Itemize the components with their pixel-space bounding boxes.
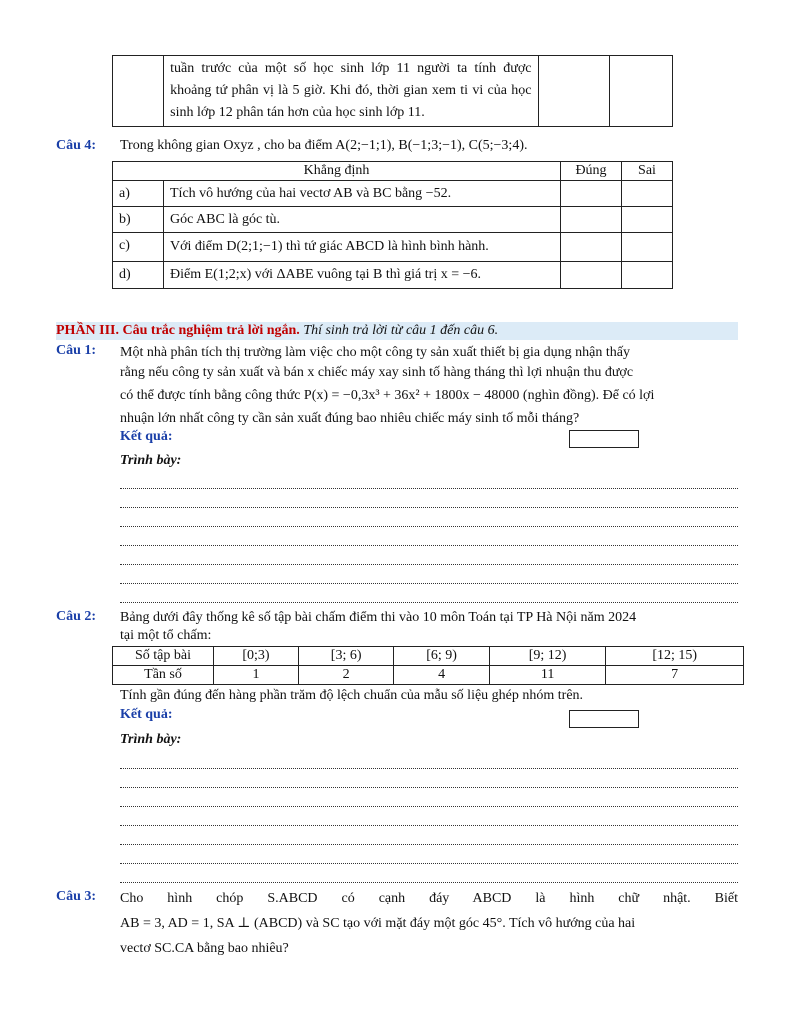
answer-line bbox=[120, 807, 738, 826]
q2-line: tại một tổ chấm: bbox=[120, 628, 212, 643]
top-table-text: tuần trước của một số học sinh lớp 11 người ta tính được khoảng tứ phân vị là 5 giờ. Khi đó, thời gian xem ti vi của học sinh lớp 12 phân tán hơn của học sinh lớp 11. bbox=[164, 56, 538, 127]
q3-line: vectơ SC.CA bằng bao nhiêu? bbox=[120, 941, 289, 956]
q4-row-true-cell[interactable] bbox=[561, 233, 622, 262]
q4-row bbox=[113, 233, 673, 262]
q4-row-text: Góc ABC là góc tù. bbox=[164, 207, 561, 233]
q4-row-text: Tích vô hướng của hai vectơ AB và BC bằng −52. bbox=[164, 181, 561, 207]
answer-line bbox=[120, 826, 738, 845]
q4-row-key: a) bbox=[113, 181, 164, 207]
q2-freq-cell: 7 bbox=[606, 666, 744, 685]
q4-header-true: Đúng bbox=[561, 162, 622, 181]
part3-title: PHẦN III. Câu trắc nghiệm trả lời ngắn. bbox=[56, 323, 300, 338]
q4-row-key: d) bbox=[113, 262, 164, 289]
answer-line bbox=[120, 584, 738, 603]
answer-line bbox=[120, 470, 738, 489]
answer-line bbox=[120, 508, 738, 527]
q2-freq-cell: 1 bbox=[214, 666, 299, 685]
answer-line bbox=[120, 845, 738, 864]
q1-label: Câu 1: bbox=[56, 343, 97, 358]
q1-line: Một nhà phân tích thị trường làm việc cho một công ty sản xuất thiết bị gia dụng nhận thấy bbox=[120, 345, 630, 360]
q2-header-cell: [9; 12) bbox=[489, 647, 606, 666]
q2-header-cell: [0;3) bbox=[214, 647, 299, 666]
q4-row-true-cell[interactable] bbox=[561, 181, 622, 207]
q2-work-area[interactable] bbox=[120, 750, 738, 883]
q3-line: Cho hình chóp S.ABCD có cạnh đáy ABCD là hình chữ nhật. Biết bbox=[120, 891, 738, 906]
q3-line: AB = 3, AD = 1, SA ⊥ (ABCD) và SC tạo với mặt đáy một góc 45°. Tích vô hướng của hai bbox=[120, 916, 636, 931]
q4-header-statement: Khẳng định bbox=[113, 162, 561, 181]
q4-row-true-cell[interactable] bbox=[561, 262, 622, 289]
q4-header-false: Sai bbox=[622, 162, 673, 181]
q1-line: có thể được tính bằng công thức P(x) = −0,3x³ + 36x² + 1800x − 48000 (nghìn đồng). Để có lợi bbox=[120, 388, 655, 403]
q2-result-label: Kết quả: bbox=[120, 707, 173, 722]
q4-row-key: b) bbox=[113, 207, 164, 233]
q3-body bbox=[120, 886, 738, 961]
q4-row-text: Điểm E(1;2;x) với ΔABE vuông tại B thì giá trị x = −6. bbox=[164, 262, 561, 289]
part3-subtitle: Thí sinh trả lời từ câu 1 đến câu 6. bbox=[303, 323, 499, 338]
q4-row-key: c) bbox=[113, 233, 164, 262]
q3-label: Câu 3: bbox=[56, 889, 97, 904]
top-table bbox=[112, 55, 673, 127]
answer-line bbox=[120, 864, 738, 883]
q2-body bbox=[120, 609, 738, 645]
q2-line: Bảng dưới đây thống kê số tập bài chấm điểm thi vào 10 môn Toán tại TP Hà Nội năm 2024 bbox=[120, 610, 637, 625]
part3-banner bbox=[56, 322, 738, 340]
q2-task: Tính gần đúng đến hàng phần trăm độ lệch chuẩn của mẫu số liệu ghép nhóm trên. bbox=[120, 688, 584, 703]
answer-line bbox=[120, 788, 738, 807]
q2-freq-cell: 11 bbox=[489, 666, 606, 685]
q2-frequency-row bbox=[113, 666, 744, 685]
q4-row bbox=[113, 262, 673, 289]
q1-work-area[interactable] bbox=[120, 470, 738, 603]
q1-answer-box[interactable] bbox=[569, 430, 639, 448]
q4-row bbox=[113, 207, 673, 233]
q2-header-cell: [12; 15) bbox=[606, 647, 744, 666]
q4-row-false-cell[interactable] bbox=[622, 207, 673, 233]
q4-row-true-cell[interactable] bbox=[561, 207, 622, 233]
q4-row-false-cell[interactable] bbox=[622, 233, 673, 262]
q2-frequency-table bbox=[112, 646, 744, 685]
q2-freq-cell: 2 bbox=[298, 666, 393, 685]
q2-freq-cell: 4 bbox=[394, 666, 489, 685]
answer-line bbox=[120, 565, 738, 584]
q1-line: rằng nếu công ty sản xuất và bán x chiếc máy xay sinh tố hàng tháng thì lợi nhuận thu được bbox=[120, 365, 634, 380]
q2-freq-label: Tần số bbox=[113, 666, 214, 685]
q2-work-label: Trình bày: bbox=[120, 732, 182, 747]
q1-result-label: Kết quả: bbox=[120, 429, 173, 444]
q4-header-row bbox=[113, 162, 673, 181]
q4-row-false-cell[interactable] bbox=[622, 262, 673, 289]
q2-interval-row bbox=[113, 647, 744, 666]
answer-line bbox=[120, 750, 738, 769]
q4-row bbox=[113, 181, 673, 207]
q4-row-text: Với điểm D(2;1;−1) thì tứ giác ABCD là hình bình hành. bbox=[164, 233, 561, 262]
q4-label: Câu 4: bbox=[56, 138, 97, 153]
q2-header-cell: Số tập bài bbox=[113, 647, 214, 666]
q2-header-cell: [3; 6) bbox=[298, 647, 393, 666]
q2-header-cell: [6; 9) bbox=[394, 647, 489, 666]
q1-body bbox=[120, 343, 738, 429]
answer-line bbox=[120, 489, 738, 508]
q1-line: nhuận lớn nhất công ty cần sản xuất đúng bao nhiêu chiếc máy sinh tố mỗi tháng? bbox=[120, 411, 580, 426]
q1-work-label: Trình bày: bbox=[120, 453, 182, 468]
answer-line bbox=[120, 527, 738, 546]
q2-answer-box[interactable] bbox=[569, 710, 639, 728]
answer-line bbox=[120, 769, 738, 788]
q4-table bbox=[112, 161, 673, 289]
q4-row-false-cell[interactable] bbox=[622, 181, 673, 207]
q2-label: Câu 2: bbox=[56, 609, 97, 624]
q4-prompt: Trong không gian Oxyz , cho ba điểm A(2;−1;1), B(−1;3;−1), C(5;−3;4). bbox=[120, 138, 528, 153]
answer-line bbox=[120, 546, 738, 565]
